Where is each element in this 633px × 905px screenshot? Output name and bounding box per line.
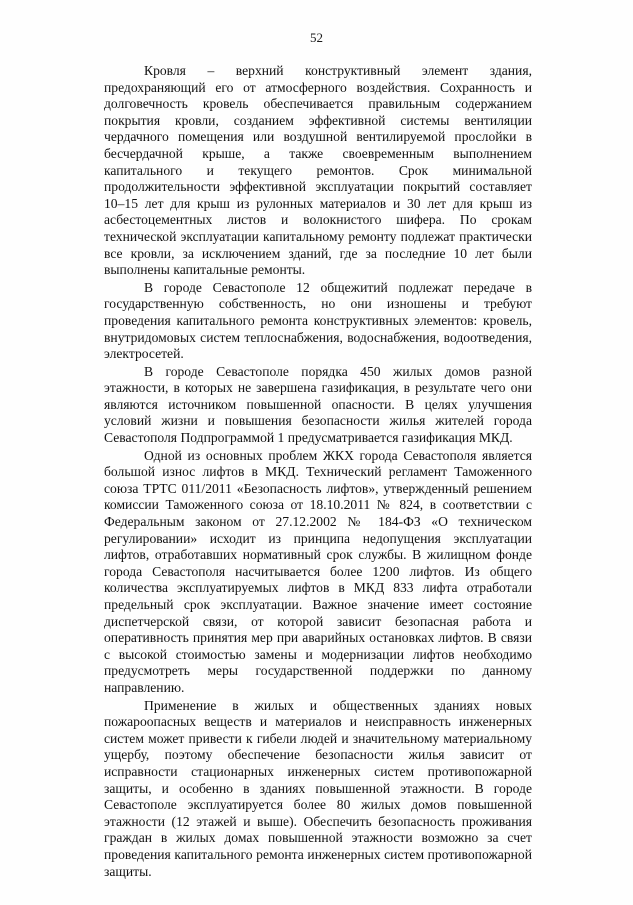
paragraph-fire-safety: Применение в жилых и общественных зданиях новых пожароопасных веществ и материалов и неисправность инженерных систем может привести к гибели людей и значительному материальному ущербу, поэтому обеспечение безопасности жилья зависит от исправности стационарных инженерных систем противопожарной защиты, и особенно в зданиях повышенной этажности. В городе Севастополе эксплуатируется более 80 жилых домов повышенной этажности (12 этажей и выше). Обеспечить безопасность проживания граждан в жилых домах повышенной этажности возможно за счет проведения капитального ремонта инженерных систем противопожарной защиты.: [104, 697, 532, 879]
paragraph-roofing: Кровля – верхний конструктивный элемент здания, предохраняющий его от атмосферного воздействия. Сохранность и долговечность кровель обеспечивается правильным содержанием покрытия кровли, созданием эффективной системы вентиляции чердачного помещения или воздушной вентилируемой прослойки в бесчердачной крыше, а также своевременным выполнением капитального и текущего ремонтов. Срок минимальной продолжительности эффективной эксплуатации покрытий составляет 10–15 лет для крыш из рулонных материалов и 30 лет для крыш из асбестоцементных листов и волокнистого шифера. По срокам технической эксплуатации капитальному ремонту подлежат практически все кровли, за исключением зданий, где за последние 10 лет были выполнены капитальные ремонты.: [104, 63, 532, 278]
paragraph-dormitories: В городе Севастополе 12 общежитий подлежат передаче в государственную собственность, но они изношены и требуют проведения капитального ремонта конструктивных элементов: кровель, внутридомовых систем теплоснабжения, водоснабжения, водоотведения, электросетей.: [104, 279, 532, 362]
page-number: 52: [310, 30, 323, 45]
document-body: [104, 63, 532, 880]
paragraph-elevators: Одной из основных проблем ЖКХ города Севастополя является большой износ лифтов в МКД. Технический регламент Таможенного союза ТРТС 011/2011 «Безопасность лифтов», утвержденный решением комиссии Таможенного союза от 18.10.2011 № 824, в соответствии с Федеральным законом от 27.12.2002 № 184-ФЗ «О техническом регулировании» исходит из принципа недопущения эксплуатации лифтов, отработавших нормативный срок службы. В жилищном фонде города Севастополя насчитывается более 1200 лифтов. Из общего количества эксплуатируемых лифтов в МКД 833 лифта отработали предельный срок эксплуатации. Важное значение имеет состояние диспетчерской связи, от которой зависит безопасная работа и оперативность принятия мер при аварийных остановках лифтов. В связи с высокой стоимостью замены и модернизации лифтов необходимо предусмотреть меры государственной поддержки по данному направлению.: [104, 447, 532, 695]
paragraph-gasification: В городе Севастополе порядка 450 жилых домов разной этажности, в которых не завершена газификация, в результате чего они являются источником повышенной опасности. В целях улучшения условий жизни и повышения безопасности жилья жителей города Севастополя Подпрограммой 1 предусматривается газификация МКД.: [104, 363, 532, 446]
